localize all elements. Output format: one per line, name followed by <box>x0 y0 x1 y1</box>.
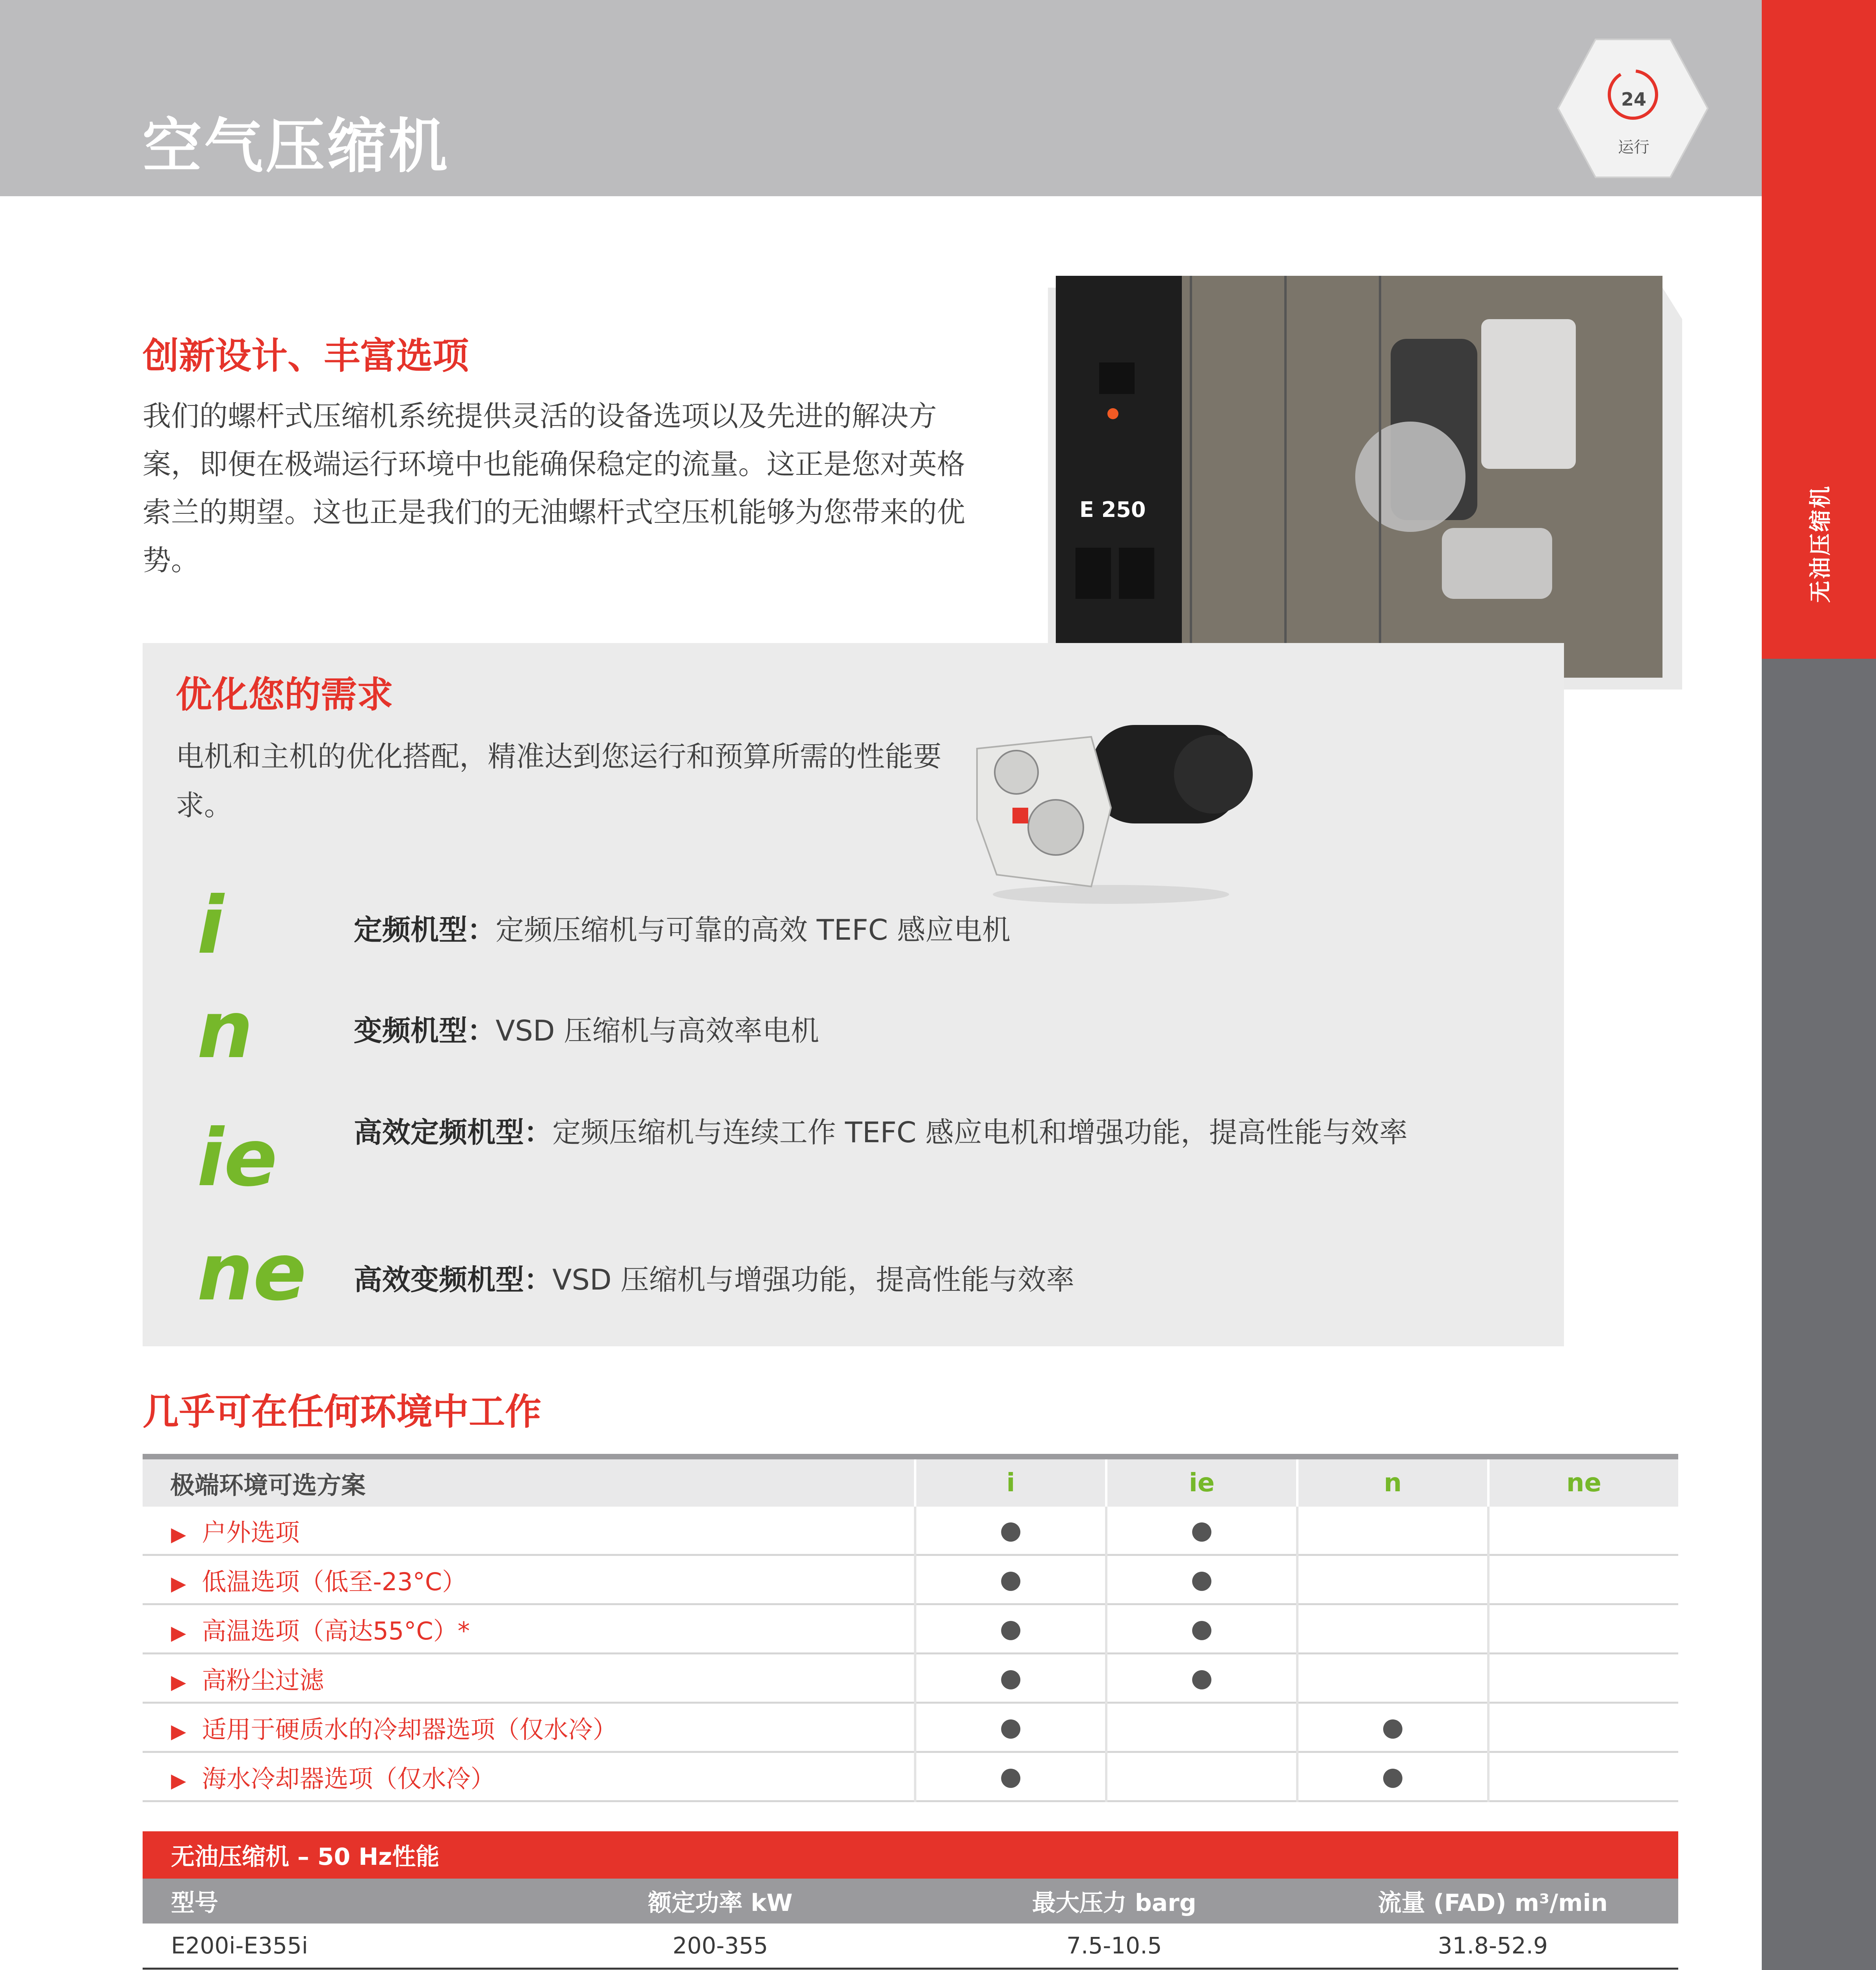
option-label: 高温选项（高达55°C）* <box>202 1616 470 1645</box>
cell-model: E200i-E355i <box>143 1924 520 1969</box>
mark-cell: ● <box>1106 1604 1297 1654</box>
mark-cell: ● <box>915 1555 1106 1604</box>
model-desc: 定频压缩机与连续工作 TEFC 感应电机和增强功能，提高性能与效率 <box>552 1116 1408 1149</box>
option-cell <box>143 1654 915 1703</box>
col-header-model: 型号 <box>143 1879 520 1924</box>
model-description-i <box>354 906 1457 953</box>
table-row <box>143 1752 1678 1801</box>
side-tab-label <box>1762 469 1876 619</box>
cell-flow: 31.8-52.9 <box>1308 1924 1678 1969</box>
table-title: 无油压缩机 – 50 Hz性能 <box>143 1831 1678 1879</box>
col-header-i: i <box>915 1457 1106 1507</box>
model-letter-ne: ne <box>197 1227 307 1318</box>
option-cell <box>143 1507 915 1555</box>
cell-model <box>143 1969 520 1970</box>
table-row <box>143 1507 1678 1555</box>
table-row <box>143 1924 1678 1969</box>
section-heading-environments: 几乎可在任何环境中工作 <box>143 1391 542 1433</box>
col-header-flow: 流量 (FAD) m³/min <box>1308 1879 1678 1924</box>
mark-cell: ● <box>915 1654 1106 1703</box>
section-body-optimize: 电机和主机的优化搭配，精准达到您运行和预算所需的性能要求。 <box>176 740 942 822</box>
cell-pressure: 7.5-10.5 <box>921 1924 1308 1969</box>
section-body-innovative-design: 我们的螺杆式压缩机系统提供灵活的设备选项以及先进的解决方案，即便在极端运行环境中也能确保稳定的流量。这正是您对英格索兰的期望。这也正是我们的无油螺杆式空压机能够为您带来的优势。 <box>143 400 966 577</box>
model-name: 高效定频机型： <box>354 1116 553 1149</box>
section-heading-optimize: 优化您的需求 <box>176 674 394 716</box>
mark-cell: ● <box>915 1604 1106 1654</box>
model-letter-i: i <box>197 880 224 972</box>
mark-cell <box>1488 1703 1678 1752</box>
col-header-pressure: 最大压力 barg <box>921 1879 1308 1924</box>
model-description-ie <box>354 1109 1457 1156</box>
option-label: 高粉尘过滤 <box>202 1665 324 1695</box>
mark-cell <box>1297 1604 1488 1654</box>
option-label: 适用于硬质水的冷却器选项（仅水冷） <box>202 1715 617 1744</box>
table-header-row <box>143 1879 1678 1924</box>
arrow-right-icon: ▶ <box>171 1719 186 1743</box>
mark-cell: ● <box>1106 1555 1297 1604</box>
mark-cell <box>1488 1507 1678 1555</box>
mark-cell: ● <box>915 1703 1106 1752</box>
model-desc: VSD 压缩机与高效率电机 <box>496 1014 819 1047</box>
table-row <box>143 1969 1678 1970</box>
col-header-options: 极端环境可选方案 <box>143 1457 915 1507</box>
motor-airend-image <box>961 690 1261 906</box>
option-label: 低温选项（低至-23°C） <box>202 1567 467 1596</box>
option-label: 海水冷却器选项（仅水冷） <box>202 1764 495 1793</box>
badge-label: 运行 <box>1618 138 1649 156</box>
model-description-ne <box>354 1256 1457 1303</box>
side-tab-text: 无油压缩机 <box>1808 485 1833 603</box>
mark-cell: ● <box>915 1752 1106 1801</box>
performance-table-50hz <box>143 1831 1678 1970</box>
table-header-row <box>143 1457 1678 1507</box>
mark-cell <box>1297 1555 1488 1604</box>
compressor-model-label: E 250 <box>1079 497 1146 522</box>
table-row <box>143 1654 1678 1703</box>
mark-cell <box>1297 1507 1488 1555</box>
table-row <box>143 1604 1678 1654</box>
option-cell <box>143 1604 915 1654</box>
model-letter-ie: ie <box>197 1112 278 1204</box>
mark-cell: ● <box>1297 1703 1488 1752</box>
section-heading-innovative-design: 创新设计、丰富选项 <box>143 335 469 377</box>
model-name: 定频机型： <box>354 913 496 946</box>
cell-pressure <box>921 1969 1308 1970</box>
mark-cell <box>1297 1654 1488 1703</box>
model-desc: VSD 压缩机与增强功能，提高性能与效率 <box>552 1263 1075 1296</box>
table-row <box>143 1555 1678 1604</box>
model-desc: 定频压缩机与可靠的高效 TEFC 感应电机 <box>496 913 1010 946</box>
model-name: 高效变频机型： <box>354 1263 553 1296</box>
col-header-ne: ne <box>1488 1457 1678 1507</box>
mark-cell <box>1488 1555 1678 1604</box>
col-header-n: n <box>1297 1457 1488 1507</box>
table-row <box>143 1703 1678 1752</box>
mark-cell <box>1488 1604 1678 1654</box>
mark-cell <box>1488 1752 1678 1801</box>
model-description-n <box>354 1007 1457 1054</box>
badge-number: 24 <box>1621 89 1646 110</box>
cell-power: 200-355 <box>520 1924 921 1969</box>
mark-cell <box>1106 1703 1297 1752</box>
col-header-ie: ie <box>1106 1457 1297 1507</box>
side-strip-gray <box>1762 659 1876 1970</box>
mark-cell: ● <box>1297 1752 1488 1801</box>
col-header-power: 额定功率 kW <box>520 1879 921 1924</box>
arrow-right-icon: ▶ <box>171 1769 186 1792</box>
arrow-right-icon: ▶ <box>171 1621 186 1644</box>
mark-cell <box>1106 1752 1297 1801</box>
arrow-right-icon: ▶ <box>171 1522 186 1546</box>
page-title: 空气压缩机 <box>143 112 450 181</box>
cell-power <box>520 1969 921 1970</box>
mark-cell <box>1488 1654 1678 1703</box>
environment-options-table <box>143 1454 1678 1802</box>
mark-cell: ● <box>1106 1654 1297 1703</box>
arrow-right-icon: ▶ <box>171 1670 186 1693</box>
option-cell <box>143 1752 915 1801</box>
mark-cell: ● <box>1106 1507 1297 1555</box>
model-letter-n: n <box>197 984 253 1076</box>
mark-cell: ● <box>915 1507 1106 1555</box>
model-name: 变频机型： <box>354 1014 496 1047</box>
arrow-right-icon: ▶ <box>171 1572 186 1595</box>
option-cell <box>143 1703 915 1752</box>
table-title-row <box>143 1831 1678 1879</box>
option-cell <box>143 1555 915 1604</box>
cell-flow <box>1308 1969 1678 1970</box>
option-label: 户外选项 <box>202 1518 300 1547</box>
